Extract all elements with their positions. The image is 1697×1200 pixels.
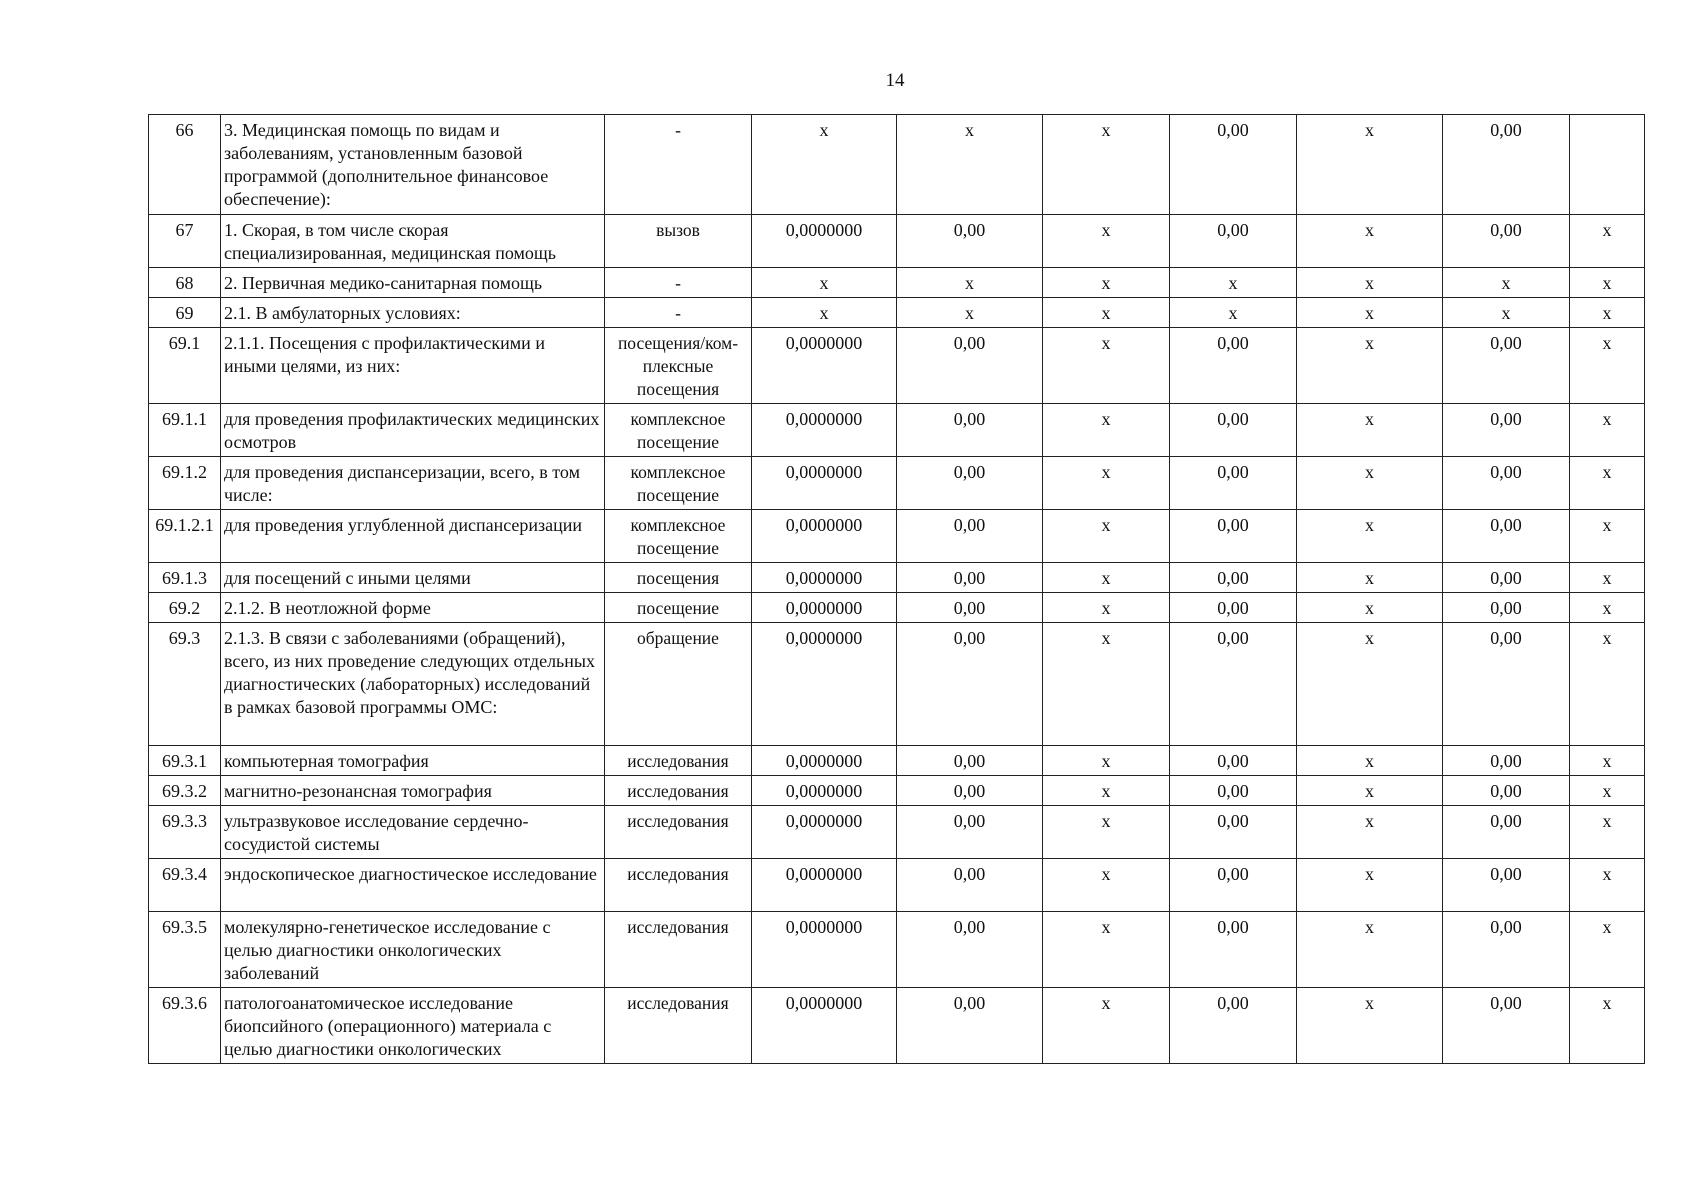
row-value-cell-4: 0,00 bbox=[1170, 912, 1297, 988]
row-value-cell-4: 0,00 bbox=[1170, 457, 1297, 510]
row-value-cell-5: х bbox=[1297, 510, 1443, 563]
row-value-cell-2: 0,00 bbox=[897, 988, 1043, 1064]
row-value-cell-3: х bbox=[1043, 115, 1170, 215]
row-unit-cell: исследования bbox=[605, 776, 752, 806]
row-value-cell-2: 0,00 bbox=[897, 746, 1043, 776]
row-value-cell-7: х bbox=[1570, 988, 1645, 1064]
row-value-cell-4: 0,00 bbox=[1170, 806, 1297, 859]
row-value-cell-1: 0,0000000 bbox=[752, 988, 897, 1064]
row-unit-cell: посещения bbox=[605, 563, 752, 593]
row-value-cell-4: 0,00 bbox=[1170, 776, 1297, 806]
row-value-cell-2: 0,00 bbox=[897, 563, 1043, 593]
row-value-cell-4: 0,00 bbox=[1170, 988, 1297, 1064]
row-number-cell: 69.3.1 bbox=[149, 746, 221, 776]
row-name-cell: для посещений с иными целями bbox=[221, 563, 605, 593]
row-value-cell-1: 0,0000000 bbox=[752, 328, 897, 404]
row-value-cell-6: 0,00 bbox=[1443, 988, 1570, 1064]
row-value-cell-7 bbox=[1570, 115, 1645, 215]
row-value-cell-2: 0,00 bbox=[897, 776, 1043, 806]
row-value-cell-1: х bbox=[752, 115, 897, 215]
row-unit-cell: посещения/ком-плексные посещения bbox=[605, 328, 752, 404]
row-value-cell-5: х bbox=[1297, 563, 1443, 593]
row-value-cell-1: 0,0000000 bbox=[752, 746, 897, 776]
table-row bbox=[149, 328, 1645, 404]
row-value-cell-3: х bbox=[1043, 776, 1170, 806]
row-value-cell-7: х bbox=[1570, 268, 1645, 298]
row-value-cell-2: х bbox=[897, 298, 1043, 328]
row-value-cell-7: х bbox=[1570, 593, 1645, 623]
row-value-cell-4: х bbox=[1170, 268, 1297, 298]
row-value-cell-6: 0,00 bbox=[1443, 328, 1570, 404]
row-value-cell-5: х bbox=[1297, 776, 1443, 806]
row-number-cell: 69.3.2 bbox=[149, 776, 221, 806]
table-row bbox=[149, 806, 1645, 859]
row-value-cell-4: 0,00 bbox=[1170, 746, 1297, 776]
table-row bbox=[149, 988, 1645, 1064]
row-value-cell-7: х bbox=[1570, 912, 1645, 988]
row-value-cell-6: 0,00 bbox=[1443, 806, 1570, 859]
row-value-cell-4: 0,00 bbox=[1170, 510, 1297, 563]
row-name-cell: патологоанатомическое исследование биопсийного (операционного) материала с целью диагностики онкологических bbox=[221, 988, 605, 1064]
table-row bbox=[149, 912, 1645, 988]
row-number-cell: 69.1.3 bbox=[149, 563, 221, 593]
table-row bbox=[149, 215, 1645, 268]
row-value-cell-1: 0,0000000 bbox=[752, 510, 897, 563]
row-unit-cell: исследования bbox=[605, 746, 752, 776]
row-value-cell-6: 0,00 bbox=[1443, 215, 1570, 268]
row-value-cell-6: 0,00 bbox=[1443, 563, 1570, 593]
row-value-cell-5: х bbox=[1297, 988, 1443, 1064]
row-value-cell-3: х bbox=[1043, 457, 1170, 510]
row-number-cell: 66 bbox=[149, 115, 221, 215]
table-row bbox=[149, 593, 1645, 623]
row-number-cell: 69 bbox=[149, 298, 221, 328]
table-row bbox=[149, 298, 1645, 328]
row-value-cell-7: х bbox=[1570, 215, 1645, 268]
row-number-cell: 69.1 bbox=[149, 328, 221, 404]
row-value-cell-5: х bbox=[1297, 746, 1443, 776]
row-value-cell-4: 0,00 bbox=[1170, 623, 1297, 746]
row-value-cell-5: х bbox=[1297, 268, 1443, 298]
row-value-cell-5: х bbox=[1297, 859, 1443, 912]
row-value-cell-5: х bbox=[1297, 115, 1443, 215]
row-value-cell-3: х bbox=[1043, 328, 1170, 404]
row-number-cell: 69.1.2 bbox=[149, 457, 221, 510]
row-value-cell-2: 0,00 bbox=[897, 328, 1043, 404]
row-name-cell: 2.1.3. В связи с заболеваниями (обращений), всего, из них проведение следующих отдельных диагностических (лабораторных) исследований в рамках базовой программы ОМС: bbox=[221, 623, 605, 746]
row-name-cell: магнитно-резонансная томография bbox=[221, 776, 605, 806]
row-value-cell-6: 0,00 bbox=[1443, 912, 1570, 988]
row-value-cell-5: х bbox=[1297, 404, 1443, 457]
row-value-cell-3: х bbox=[1043, 298, 1170, 328]
row-value-cell-2: 0,00 bbox=[897, 593, 1043, 623]
row-name-cell: 2.1.1. Посещения с профилактическими и иными целями, из них: bbox=[221, 328, 605, 404]
row-value-cell-3: х bbox=[1043, 215, 1170, 268]
table-row bbox=[149, 404, 1645, 457]
row-value-cell-4: х bbox=[1170, 298, 1297, 328]
row-unit-cell: комплексное посещение bbox=[605, 404, 752, 457]
row-value-cell-1: 0,0000000 bbox=[752, 404, 897, 457]
row-value-cell-2: 0,00 bbox=[897, 859, 1043, 912]
row-value-cell-7: х bbox=[1570, 298, 1645, 328]
row-unit-cell: вызов bbox=[605, 215, 752, 268]
row-value-cell-2: 0,00 bbox=[897, 457, 1043, 510]
row-unit-cell: комплексное посещение bbox=[605, 457, 752, 510]
row-value-cell-7: х bbox=[1570, 623, 1645, 746]
row-value-cell-5: х bbox=[1297, 328, 1443, 404]
row-value-cell-7: х bbox=[1570, 776, 1645, 806]
row-value-cell-1: 0,0000000 bbox=[752, 912, 897, 988]
row-value-cell-7: х bbox=[1570, 563, 1645, 593]
row-value-cell-6: 0,00 bbox=[1443, 859, 1570, 912]
table-row bbox=[149, 510, 1645, 563]
row-name-cell: 1. Скорая, в том числе скорая специализированная, медицинская помощь bbox=[221, 215, 605, 268]
row-value-cell-2: 0,00 bbox=[897, 623, 1043, 746]
table-row bbox=[149, 457, 1645, 510]
row-value-cell-4: 0,00 bbox=[1170, 215, 1297, 268]
row-value-cell-2: 0,00 bbox=[897, 806, 1043, 859]
row-value-cell-3: х bbox=[1043, 912, 1170, 988]
row-value-cell-4: 0,00 bbox=[1170, 328, 1297, 404]
row-value-cell-6: 0,00 bbox=[1443, 776, 1570, 806]
row-number-cell: 69.2 bbox=[149, 593, 221, 623]
row-name-cell: 2.1. В амбулаторных условиях: bbox=[221, 298, 605, 328]
row-value-cell-6: 0,00 bbox=[1443, 593, 1570, 623]
row-unit-cell: исследования bbox=[605, 859, 752, 912]
row-value-cell-2: 0,00 bbox=[897, 404, 1043, 457]
row-value-cell-5: х bbox=[1297, 623, 1443, 746]
row-value-cell-1: х bbox=[752, 298, 897, 328]
row-number-cell: 67 bbox=[149, 215, 221, 268]
row-value-cell-4: 0,00 bbox=[1170, 404, 1297, 457]
row-value-cell-1: 0,0000000 bbox=[752, 457, 897, 510]
row-name-cell: эндоскопическое диагностическое исследование bbox=[221, 859, 605, 912]
row-name-cell: для проведения диспансеризации, всего, в том числе: bbox=[221, 457, 605, 510]
row-number-cell: 69.3.5 bbox=[149, 912, 221, 988]
row-value-cell-7: х bbox=[1570, 510, 1645, 563]
table-row bbox=[149, 268, 1645, 298]
row-value-cell-1: 0,0000000 bbox=[752, 215, 897, 268]
table-row bbox=[149, 776, 1645, 806]
row-value-cell-7: х bbox=[1570, 806, 1645, 859]
row-number-cell: 69.1.1 bbox=[149, 404, 221, 457]
row-value-cell-3: х bbox=[1043, 859, 1170, 912]
row-value-cell-3: х bbox=[1043, 563, 1170, 593]
row-unit-cell: посещение bbox=[605, 593, 752, 623]
row-value-cell-3: х bbox=[1043, 806, 1170, 859]
row-name-cell: ультразвуковое исследование сердечно-сосудистой системы bbox=[221, 806, 605, 859]
row-unit-cell: - bbox=[605, 298, 752, 328]
row-value-cell-3: х bbox=[1043, 988, 1170, 1064]
row-value-cell-3: х bbox=[1043, 593, 1170, 623]
row-value-cell-7: х bbox=[1570, 328, 1645, 404]
row-value-cell-1: 0,0000000 bbox=[752, 806, 897, 859]
row-value-cell-3: х bbox=[1043, 268, 1170, 298]
row-number-cell: 68 bbox=[149, 268, 221, 298]
row-value-cell-2: 0,00 bbox=[897, 912, 1043, 988]
row-value-cell-7: х bbox=[1570, 746, 1645, 776]
row-number-cell: 69.3.3 bbox=[149, 806, 221, 859]
row-value-cell-1: 0,0000000 bbox=[752, 776, 897, 806]
row-value-cell-4: 0,00 bbox=[1170, 115, 1297, 215]
row-value-cell-1: 0,0000000 bbox=[752, 563, 897, 593]
row-name-cell: 2.1.2. В неотложной форме bbox=[221, 593, 605, 623]
row-value-cell-6: 0,00 bbox=[1443, 746, 1570, 776]
page-number: 14 bbox=[885, 70, 905, 91]
row-unit-cell: исследования bbox=[605, 912, 752, 988]
row-value-cell-3: х bbox=[1043, 746, 1170, 776]
row-number-cell: 69.3.6 bbox=[149, 988, 221, 1064]
row-value-cell-2: 0,00 bbox=[897, 215, 1043, 268]
data-table bbox=[148, 114, 1645, 1064]
row-value-cell-7: х bbox=[1570, 404, 1645, 457]
row-value-cell-6: х bbox=[1443, 268, 1570, 298]
row-unit-cell: - bbox=[605, 268, 752, 298]
row-value-cell-5: х bbox=[1297, 215, 1443, 268]
table-row bbox=[149, 746, 1645, 776]
row-value-cell-1: 0,0000000 bbox=[752, 859, 897, 912]
row-value-cell-2: 0,00 bbox=[897, 510, 1043, 563]
row-name-cell: для проведения углубленной диспансеризации bbox=[221, 510, 605, 563]
row-value-cell-2: х bbox=[897, 268, 1043, 298]
row-unit-cell: комплексное посещение bbox=[605, 510, 752, 563]
row-value-cell-3: х bbox=[1043, 623, 1170, 746]
row-unit-cell: исследования bbox=[605, 806, 752, 859]
row-value-cell-7: х bbox=[1570, 457, 1645, 510]
row-name-cell: для проведения профилактических медицинских осмотров bbox=[221, 404, 605, 457]
row-name-cell: 2. Первичная медико-санитарная помощь bbox=[221, 268, 605, 298]
table-row bbox=[149, 859, 1645, 912]
row-number-cell: 69.1.2.1 bbox=[149, 510, 221, 563]
row-value-cell-5: х bbox=[1297, 457, 1443, 510]
row-value-cell-5: х bbox=[1297, 806, 1443, 859]
row-value-cell-5: х bbox=[1297, 593, 1443, 623]
row-unit-cell: - bbox=[605, 115, 752, 215]
row-number-cell: 69.3 bbox=[149, 623, 221, 746]
table-row bbox=[149, 623, 1645, 746]
row-value-cell-1: 0,0000000 bbox=[752, 593, 897, 623]
row-value-cell-4: 0,00 bbox=[1170, 563, 1297, 593]
row-value-cell-3: х bbox=[1043, 404, 1170, 457]
row-value-cell-6: 0,00 bbox=[1443, 457, 1570, 510]
row-value-cell-5: х bbox=[1297, 912, 1443, 988]
row-value-cell-2: х bbox=[897, 115, 1043, 215]
row-value-cell-4: 0,00 bbox=[1170, 593, 1297, 623]
row-value-cell-1: 0,0000000 bbox=[752, 623, 897, 746]
row-unit-cell: исследования bbox=[605, 988, 752, 1064]
table-row bbox=[149, 115, 1645, 215]
row-name-cell: молекулярно-генетическое исследование с целью диагностики онкологических заболеваний bbox=[221, 912, 605, 988]
table-body bbox=[149, 115, 1645, 1064]
row-value-cell-7: х bbox=[1570, 859, 1645, 912]
row-number-cell: 69.3.4 bbox=[149, 859, 221, 912]
row-value-cell-6: 0,00 bbox=[1443, 623, 1570, 746]
row-value-cell-1: х bbox=[752, 268, 897, 298]
row-value-cell-6: 0,00 bbox=[1443, 115, 1570, 215]
row-name-cell: компьютерная томография bbox=[221, 746, 605, 776]
row-value-cell-6: 0,00 bbox=[1443, 404, 1570, 457]
row-value-cell-4: 0,00 bbox=[1170, 859, 1297, 912]
row-value-cell-6: 0,00 bbox=[1443, 510, 1570, 563]
row-value-cell-3: х bbox=[1043, 510, 1170, 563]
row-unit-cell: обращение bbox=[605, 623, 752, 746]
row-value-cell-5: х bbox=[1297, 298, 1443, 328]
table-row bbox=[149, 563, 1645, 593]
row-value-cell-6: х bbox=[1443, 298, 1570, 328]
row-name-cell: 3. Медицинская помощь по видам и заболеваниям, установленным базовой программой (дополнительное финансовое обеспечение): bbox=[221, 115, 605, 215]
